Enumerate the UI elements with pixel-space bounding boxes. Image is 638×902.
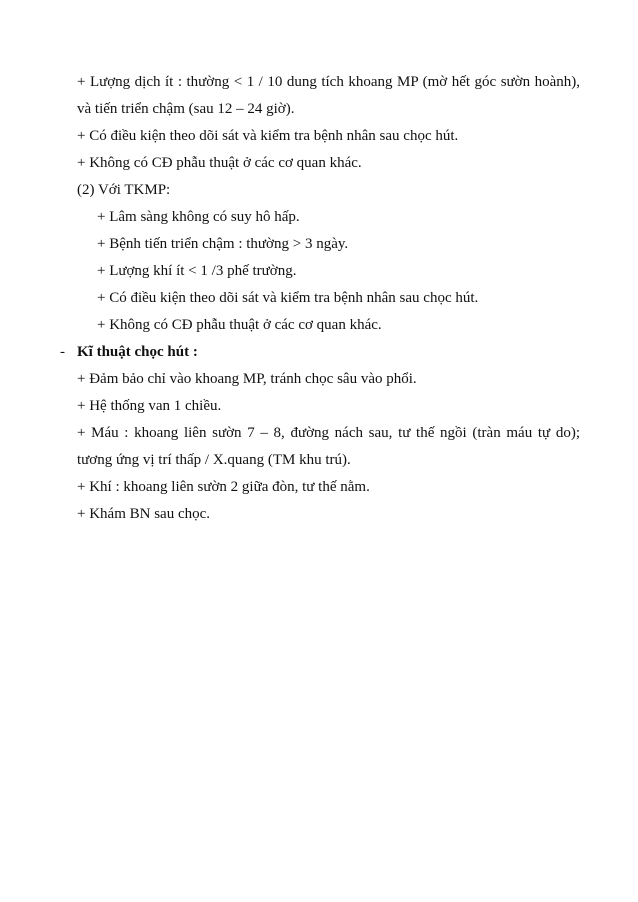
text-line: + Không có CĐ phẫu thuật ở các cơ quan khác. <box>97 317 382 333</box>
text-line: + Khí : khoang liên sườn 2 giữa đòn, tư thế nằm. <box>77 479 370 495</box>
bullet-dash: - <box>60 344 65 360</box>
section-heading: Kĩ thuật chọc hút : <box>77 344 198 360</box>
text-line: tương ứng vị trí thấp / X.quang (TM khu trú). <box>77 452 351 468</box>
text-line: + Có điều kiện theo dõi sát và kiểm tra bệnh nhân sau chọc hút. <box>77 128 459 144</box>
text-line: + Hệ thống van 1 chiều. <box>77 398 222 414</box>
text-line: + Lâm sàng không có suy hô hấp. <box>97 209 300 225</box>
text-line: + Không có CĐ phẫu thuật ở các cơ quan khác. <box>77 155 362 171</box>
text-line: + Đảm bảo chỉ vào khoang MP, tránh chọc sâu vào phổi. <box>77 371 417 387</box>
section-subheading: (2) Với TKMP: <box>77 182 171 198</box>
text-line: + Máu : khoang liên sườn 7 – 8, đường nách sau, tư thế ngồi (tràn máu tự do); <box>77 425 580 441</box>
text-line: + Lượng dịch ít : thường < 1 / 10 dung tích khoang MP (mờ hết góc sườn hoành), <box>77 74 580 90</box>
text-line: + Có điều kiện theo dõi sát và kiểm tra bệnh nhân sau chọc hút. <box>97 290 479 306</box>
text-line: + Khám BN sau chọc. <box>77 506 211 522</box>
text-line: và tiến triển chậm (sau 12 – 24 giờ). <box>77 101 295 117</box>
text-line: + Bệnh tiến triển chậm : thường > 3 ngày. <box>97 236 349 252</box>
text-line: + Lượng khí ít < 1 /3 phế trường. <box>97 263 297 279</box>
